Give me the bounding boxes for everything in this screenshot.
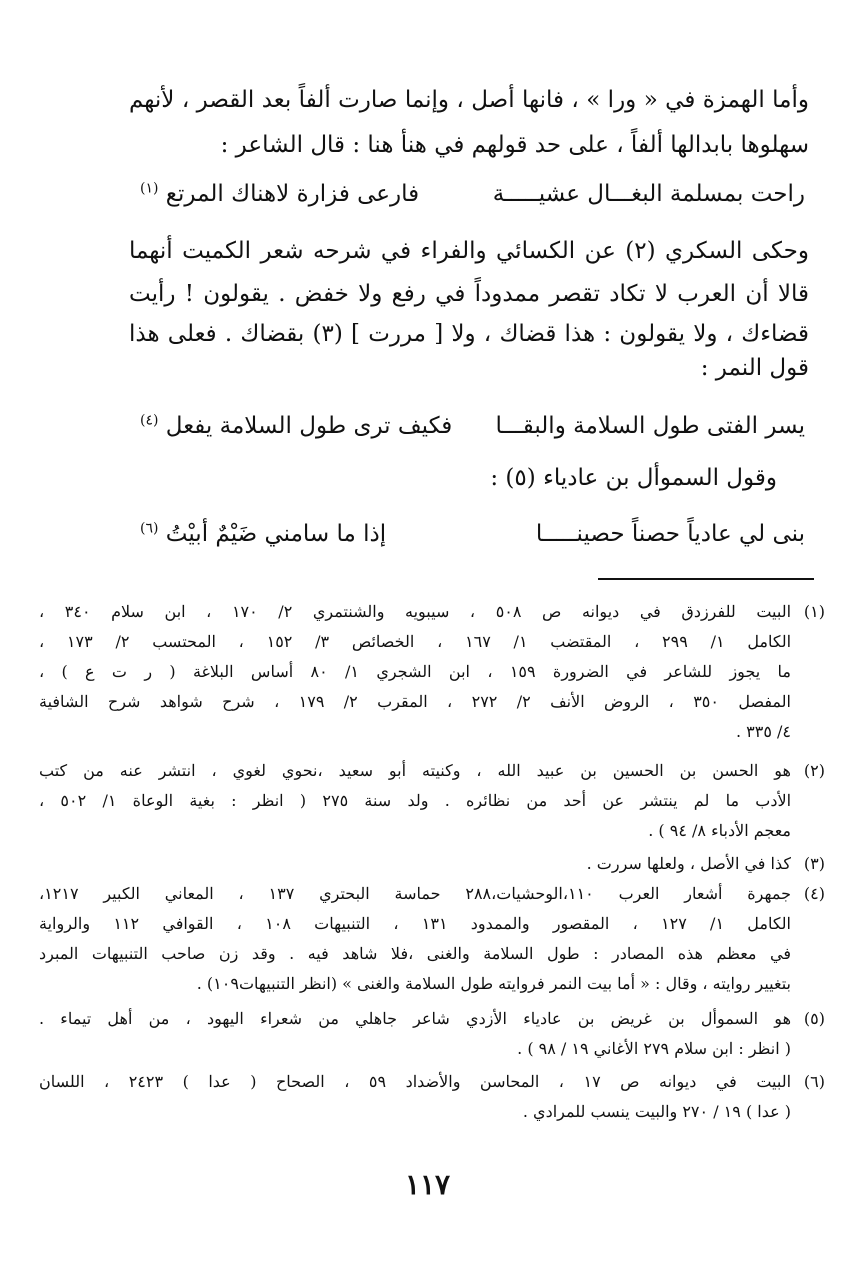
footnote-line: هو السموأل بن غريض بن عادياء الأزدي شاعر جاهلي من شعراء اليهود ، من أهل تيماء . [39,1009,791,1028]
verse-hemistich-right: راحت بمسلمة البغـــال عشيـــــة [492,181,805,207]
footnote-line: البيت في ديوانه ص ١٧ ، المحاسن والأضداد ٥٩ ، الصحاح ( عدا ) ٢٤٢٣ ، اللسان [39,1072,792,1091]
footnote-separator [598,578,814,580]
verse-hemistich-right: يسر الفتى طول السلامة والبقـــا [495,413,805,439]
footnote-line: هو الحسن بن الحسين بن عبيد الله ، وكنيته أبو سعيد ،نحوي لغوي ، انتشر عنه من كتب [39,761,791,780]
body-line: سهلوها بابدالها ألفاً ، على حد قولهم في هنأ هنا : قال الشاعر : [220,132,809,158]
body-line: قضاءك ، ولا يقولون : هذا قضاك ، ولا [ مررت ] (٣) بقضاك . فعلى هذا [129,321,809,347]
verse-hemistich-right: بنى لي عادياً حصناً حصينـــــا [535,521,805,547]
footnote-ref: (٤) [140,412,159,429]
body-line: وأما الهمزة في « ورا » ، فانها أصل ، وإنما صارت ألفاً بعد القصر ، لأنهم [129,87,809,113]
verse-hemistich-left [140,410,452,442]
footnote-line: الكامل ١/ ١٢٧ ، المقصور والممدود ١٣١ ، التنبيهات ١٠٨ ، القوافي ١١٢ والرواية [39,914,791,933]
footnote-line: ما يجوز للشاعر في الضرورة ١٥٩ ، ابن الشجري ١/ ٨٠ أساس البلاغة ( ر ت ع ) ، [39,662,791,681]
body-line: وحكى السكري (٢) عن الكسائي والفراء في شرحه شعر الكميت أنهما [129,238,809,264]
verse-hemistich-left [140,178,419,210]
footnote-number: (١) [803,602,825,621]
footnote-line: البيت للفرزدق في ديوانه ص ٥٠٨ ، سيبويه والشنتمري ٢/ ١٧٠ ، ابن سلام ٣٤٠ ، [39,602,792,621]
footnote-line: جمهرة أشعار العرب ١١٠،الوحشيات،٢٨٨ حماسة البحتري ١٣٧ ، المعاني الكبير ١٢١٧، [39,884,791,903]
page-number: ١١٧ [404,1168,451,1201]
footnote-line: في معظم هذه المصادر : طول السلامة والغنى ،فلا شاهد فيه . وقد زن صاحب التنبيهات المبرد [39,944,791,963]
footnote-number: (٣) [803,854,825,873]
footnote-line: المفصل ٣٥٠ ، الروض الأنف ٢/ ٢٧٢ ، المقرب ٢/ ١٧٩ ، شرح شواهد شرح الشافية [39,692,791,711]
footnote-line: بتغيير روايته ، وقال : « أما بيت النمر فروايته طول السلامة والغنى » (انظر التنبيهات١٠٩) . [196,974,791,993]
footnote-line: ٤/ ٣٣٥ . [735,722,791,741]
footnote-line: ( عدا ) ١٩ / ٢٧٠ والبيت ينسب للمرادي . [522,1102,791,1121]
footnote-number: (٥) [803,1009,825,1028]
footnote-line: معجم الأدباء ٨/ ٩٤ ) . [648,821,791,840]
footnote-line: ( انظر : ابن سلام ٢٧٩ الأغاني ١٩ / ٩٨ ) . [517,1039,791,1058]
attribution-line: وقول السموأل بن عادياء (٥) : [490,465,777,491]
body-line: قول النمر : [700,355,809,381]
footnote-line: الكامل ١/ ٢٩٩ ، المقتضب ١/ ١٦٧ ، الخصائص ٣/ ١٥٢ ، المحتسب ٢/ ١٧٣ ، [39,632,792,651]
verse-hemistich-left [140,518,386,550]
footnote-line: كذا في الأصل ، ولعلها سررت . [586,854,791,873]
footnote-number: (٢) [803,761,825,780]
footnote-number: (٤) [803,884,825,903]
footnote-ref: (١) [140,180,159,197]
footnote-line: الأدب ما لم ينتشر عن أحد من نظائره . ولد سنة ٢٧٥ ( انظر : بغية الوعاة ١/ ٥٠٢ ، [39,791,792,810]
verse-text: فارعى فزارة لاهناك المرتع [165,181,420,207]
footnote-number: (٦) [803,1072,825,1091]
verse-text: فكيف ترى طول السلامة يفعل [165,413,453,439]
body-line: قالا أن العرب لا تكاد تقصر ممدوداً في رفع ولا خفض . يقولون ! رأيت [129,281,809,307]
footnote-ref: (٦) [140,520,159,537]
verse-text: إذا ما سامني ضَيْمٌ أبيْتُ [165,521,387,547]
